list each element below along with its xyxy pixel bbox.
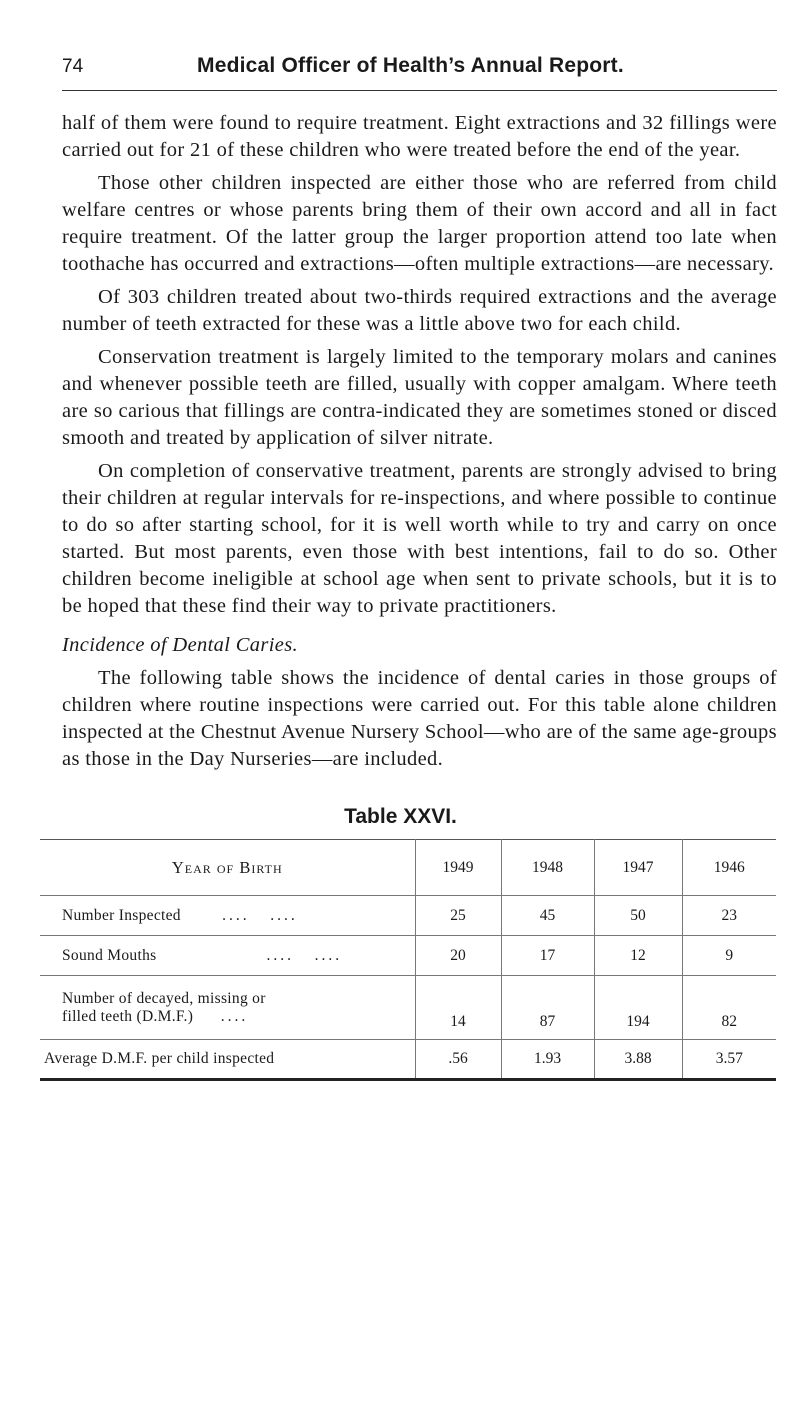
table-cell: 45 bbox=[501, 896, 594, 936]
column-header: 1948 bbox=[501, 840, 594, 896]
dental-caries-table bbox=[40, 839, 776, 1081]
table-row bbox=[40, 936, 776, 976]
table-row bbox=[40, 976, 776, 1040]
table-cell: 82 bbox=[682, 976, 776, 1040]
paragraph-5: On completion of conservative treatment, parents are strongly advised to bring their children at regular intervals for re-inspections, and where possible to continue to do so after starting school, for it is well worth while to try and carry on once started. But most parents, even those with best intentions, fail to do so. Other children become ineligible at school age when sent to private schools, but it is to be hoped that these find their way to private practitioners. bbox=[62, 460, 777, 617]
row-label-text: filled teeth (D.M.F.) bbox=[62, 1007, 194, 1025]
table-cell: 50 bbox=[594, 896, 682, 936]
table-cell: 12 bbox=[594, 936, 682, 976]
table-cell: 3.88 bbox=[594, 1040, 682, 1080]
paragraph-4: Conservation treatment is largely limited to the temporary molars and canines and whenever possible teeth are filled, usually with copper amalgam. Where teeth are so carious that fillings are contra-indicated they are sometimes stoned or disced smooth and treated by application of silver nitrate. bbox=[62, 346, 777, 449]
page-number: 74 bbox=[62, 56, 84, 77]
report-body bbox=[62, 110, 777, 779]
table-cell: 17 bbox=[501, 936, 594, 976]
leader-dots: .... bbox=[193, 1007, 249, 1025]
table-cell: 25 bbox=[415, 896, 501, 936]
table-row bbox=[40, 896, 776, 936]
column-header: 1949 bbox=[415, 840, 501, 896]
column-header: 1947 bbox=[594, 840, 682, 896]
table-header-row bbox=[40, 840, 776, 896]
row-label bbox=[40, 896, 415, 936]
year-of-birth-header: Year of Birth bbox=[40, 840, 415, 896]
row-label-line-2 bbox=[62, 1008, 415, 1026]
row-label-line-1: Number of decayed, missing or bbox=[62, 989, 266, 1007]
paragraph-6: The following table shows the incidence of dental caries in those groups of children where routine inspections were carried out. For this table alone children inspected at the Chestnut Avenue Nursery School—who are of the same age-groups as those in the Day Nurseries—are included. bbox=[62, 667, 777, 770]
table-cell: 1.93 bbox=[501, 1040, 594, 1080]
table-cell: 23 bbox=[682, 896, 776, 936]
running-title: Medical Officer of Health’s Annual Report. bbox=[197, 54, 624, 77]
table-cell: 14 bbox=[415, 976, 501, 1040]
row-label bbox=[40, 976, 415, 1040]
paragraph-3: Of 303 children treated about two-thirds required extractions and the average number of teeth extracted for these was a little above two for each child. bbox=[62, 286, 777, 335]
section-heading: Incidence of Dental Caries. bbox=[62, 634, 299, 656]
paragraph-2: Those other children inspected are either those who are referred from child welfare centres or whose parents bring them of their own accord and all in fact require treatment. Of the latter group the larger proportion attend too late when toothache has occurred and extractions—often multiple extractions—are necessary. bbox=[62, 172, 777, 275]
row-label: Average D.M.F. per child inspected bbox=[40, 1040, 415, 1080]
column-header: 1946 bbox=[682, 840, 776, 896]
page-header bbox=[62, 50, 777, 91]
row-label bbox=[40, 936, 415, 976]
table-title: Table XXVI. bbox=[344, 805, 457, 828]
table-row bbox=[40, 1040, 776, 1080]
table-cell: 9 bbox=[682, 936, 776, 976]
leader-dots: .... .... bbox=[156, 946, 343, 964]
table-cell: 194 bbox=[594, 976, 682, 1040]
table-cell: 20 bbox=[415, 936, 501, 976]
table-cell: 3.57 bbox=[682, 1040, 776, 1080]
table-cell: 87 bbox=[501, 976, 594, 1040]
row-label-text: Sound Mouths bbox=[62, 946, 157, 964]
table-cell: .56 bbox=[415, 1040, 501, 1080]
leader-dots: .... .... bbox=[180, 906, 298, 924]
row-label-text: Number Inspected bbox=[62, 906, 181, 924]
paragraph-1: half of them were found to require treatment. Eight extractions and 32 fillings were carried out for 21 of these children who were treated before the end of the year. bbox=[62, 112, 777, 161]
